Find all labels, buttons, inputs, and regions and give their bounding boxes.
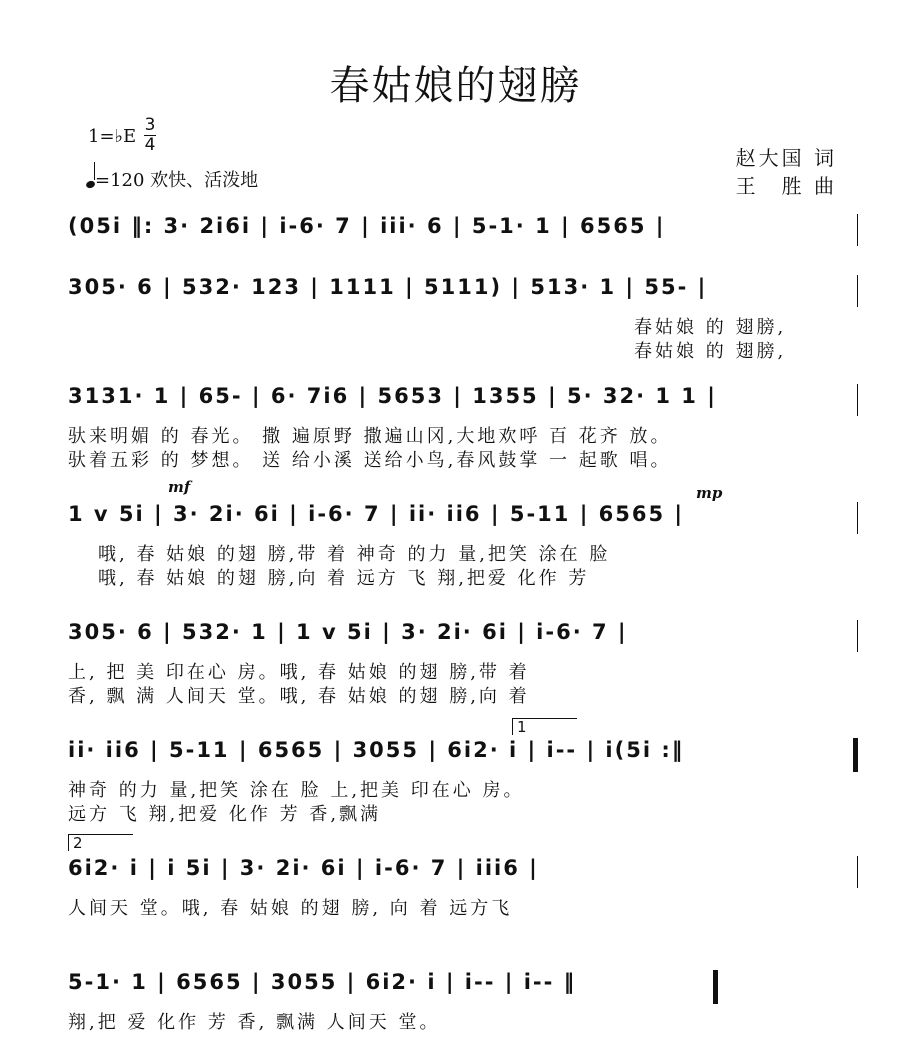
notation-line: 6i2· i | i 5i | 3· 2i· 6i | i-6· 7 | iii6 | [68, 856, 539, 880]
key-signature: 1=♭E [88, 126, 137, 147]
repeat-end-barline [853, 738, 858, 772]
time-signature-bottom: 4 [144, 135, 156, 155]
dynamic-mf: mf [168, 478, 191, 496]
tempo-marking [86, 166, 258, 192]
time-signature-top: 3 [144, 115, 156, 135]
lyric-verse-1: 翔,把 爱 化作 芳 香, 飘满 人间天 堂。 [68, 1012, 441, 1033]
volta-2: 2 [68, 834, 133, 851]
notation-line: 3131· 1 | 65- | 6· 7i6 | 5653 | 1355 | 5· 32· 1 1 | [68, 384, 717, 408]
lyric-verse-1: 神奇 的力 量,把笑 涂在 脸 上,把美 印在心 房。 [68, 780, 525, 801]
notation-line: 305· 6 | 532· 1 | 1 v 5i | 3· 2i· 6i | i-6· 7 | [68, 620, 628, 644]
lyric-verse-2: 驮着五彩 的 梦想。 送 给小溪 送给小鸟,春风鼓掌 一 起歌 唱。 [68, 450, 672, 471]
lyric-verse-2: 香, 飘 满 人间天 堂。哦, 春 姑娘 的翅 膀,向 着 [68, 686, 530, 707]
notation-line: 305· 6 | 532· 123 | 1111 | 5111) | 513· 1 | 55- | [68, 275, 708, 299]
lyric-verse-1: 上, 把 美 印在心 房。哦, 春 姑娘 的翅 膀,带 着 [68, 662, 530, 683]
notation-line: ii· ii6 | 5-11 | 6565 | 3055 | 6i2· i | i-- | i(5i :‖ [68, 738, 685, 762]
volta-1: 1 [512, 718, 577, 735]
notation-line: 1 v 5i | 3· 2i· 6i | i-6· 7 | ii· ii6 | 5-11 | 6565 | [68, 502, 685, 526]
time-signature [144, 116, 156, 155]
notation-line: (05i ‖: 3· 2i6i | i-6· 7 | iii· 6 | 5-1· 1 | 6565 | [68, 214, 666, 238]
lyric-verse-2: 哦, 春 姑娘 的翅 膀,向 着 远方 飞 翔,把爱 化作 芳 [98, 568, 590, 589]
barline [857, 275, 858, 307]
tempo-text: =120 欢快、活泼地 [95, 170, 259, 191]
lyric-verse-1: 春姑娘 的 翅膀, [634, 317, 787, 338]
lyric-verse-1: 人间天 堂。哦, 春 姑娘 的翅 膀, 向 着 远方飞 [68, 898, 513, 919]
lyric-verse-2: 远方 飞 翔,把爱 化作 芳 香,飘满 [68, 804, 382, 825]
lyric-verse-2: 春姑娘 的 翅膀, [634, 341, 787, 362]
composer-credit: 王 胜 曲 [735, 174, 837, 198]
barline [857, 620, 858, 652]
lyric-verse-1: 驮来明媚 的 春光。 撒 遍原野 撒遍山冈,大地欢呼 百 花齐 放。 [68, 426, 672, 447]
barline [857, 856, 858, 888]
barline [857, 214, 858, 246]
barline [857, 502, 858, 534]
final-barline [713, 970, 718, 1004]
notation-line: 5-1· 1 | 6565 | 3055 | 6i2· i | i-- | i-- ‖ [68, 970, 577, 994]
dynamic-mp: mp [696, 484, 723, 502]
barline [857, 384, 858, 416]
page-title: 春姑娘的翅膀 [329, 63, 582, 109]
lyric-verse-1: 哦, 春 姑娘 的翅 膀,带 着 神奇 的力 量,把笑 涂在 脸 [98, 544, 611, 565]
lyricist-credit: 赵大国 词 [735, 146, 837, 170]
